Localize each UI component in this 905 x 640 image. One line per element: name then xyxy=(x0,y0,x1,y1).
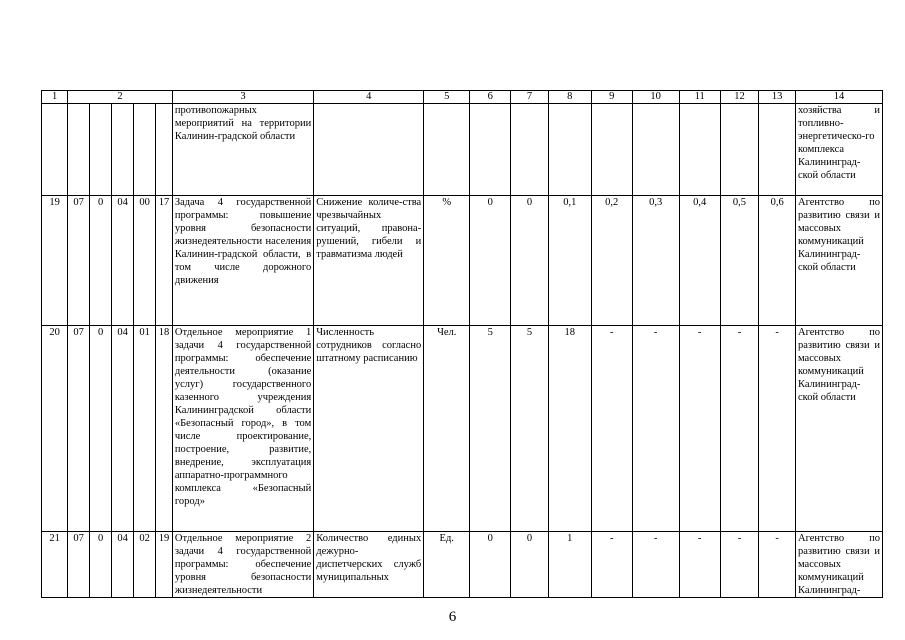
header-cell: 7 xyxy=(511,91,549,104)
code-cell xyxy=(42,104,68,196)
indicator-cell: Снижение количе-ства чрезвычайных ситуаций, правона-рушений, гибели и травматизма людей xyxy=(314,196,424,326)
value-cell xyxy=(679,104,720,196)
value-cell: - xyxy=(679,326,720,532)
data-table xyxy=(41,90,883,598)
code-cell: 04 xyxy=(112,326,134,532)
value-cell xyxy=(591,104,632,196)
value-cell: - xyxy=(679,532,720,598)
header-cell: 11 xyxy=(679,91,720,104)
header-cell: 5 xyxy=(424,91,470,104)
code-cell: 0 xyxy=(90,326,112,532)
value-cell: 0,6 xyxy=(759,196,796,326)
code-cell: 00 xyxy=(134,196,156,326)
value-cell: - xyxy=(591,532,632,598)
code-cell: 17 xyxy=(156,196,173,326)
value-cell: 0,3 xyxy=(632,196,679,326)
header-row xyxy=(42,91,883,104)
code-cell: 20 xyxy=(42,326,68,532)
code-cell xyxy=(112,104,134,196)
executor-cell: хозяйства и топливно-энергетическо-го комплекса Калининград-ской области xyxy=(795,104,882,196)
code-cell: 21 xyxy=(42,532,68,598)
header-cell: 12 xyxy=(720,91,759,104)
code-cell xyxy=(134,104,156,196)
value-cell: - xyxy=(759,326,796,532)
value-cell: - xyxy=(720,326,759,532)
indicator-cell: Численность сотрудников согласно штатному расписанию xyxy=(314,326,424,532)
activity-name-cell: Отдельное мероприятие 1 задачи 4 государственной программы: обеспечение деятельности (оказание услуг) государственного казенного учреждения Калининградской области «Безопасный город», в том числе проектирование, построение, развитие, внедрение, эксплуатация аппаратно-программного комплекса «Безопасный город» xyxy=(172,326,313,532)
header-cell: 4 xyxy=(314,91,424,104)
unit-cell: Ед. xyxy=(424,532,470,598)
value-cell: 0 xyxy=(470,532,511,598)
activity-name-cell: Отдельное мероприятие 2 задачи 4 государственной программы: обеспечение уровня безопасности жизнедеятельности xyxy=(172,532,313,598)
value-cell: 0,4 xyxy=(679,196,720,326)
value-cell: 5 xyxy=(511,326,549,532)
unit-cell: Чел. xyxy=(424,326,470,532)
unit-cell: % xyxy=(424,196,470,326)
code-cell: 04 xyxy=(112,532,134,598)
code-cell: 02 xyxy=(134,532,156,598)
code-cell: 04 xyxy=(112,196,134,326)
table-row xyxy=(42,532,883,598)
executor-cell: Агентство по развитию связи и массовых коммуникаций Калининград- xyxy=(795,532,882,598)
value-cell: 5 xyxy=(470,326,511,532)
value-cell: - xyxy=(759,532,796,598)
header-cell: 6 xyxy=(470,91,511,104)
header-cell: 3 xyxy=(172,91,313,104)
page-number: 6 xyxy=(448,609,457,625)
value-cell: 0,2 xyxy=(591,196,632,326)
table-row xyxy=(42,196,883,326)
value-cell: 0,5 xyxy=(720,196,759,326)
value-cell: 0,1 xyxy=(548,196,591,326)
code-cell: 07 xyxy=(68,532,90,598)
value-cell xyxy=(470,104,511,196)
unit-cell xyxy=(424,104,470,196)
header-cell: 14 xyxy=(795,91,882,104)
header-cell: 9 xyxy=(591,91,632,104)
code-cell xyxy=(90,104,112,196)
value-cell: 0 xyxy=(511,196,549,326)
indicator-cell: Количество единых дежурно-диспетчерских служб муниципальных xyxy=(314,532,424,598)
code-cell: 0 xyxy=(90,196,112,326)
value-cell xyxy=(759,104,796,196)
header-cell: 2 xyxy=(68,91,173,104)
value-cell: - xyxy=(720,532,759,598)
header-cell: 13 xyxy=(759,91,796,104)
header-cell: 10 xyxy=(632,91,679,104)
executor-cell: Агентство по развитию связи и массовых коммуникаций Калининград-ской области xyxy=(795,196,882,326)
table-row xyxy=(42,104,883,196)
table-row xyxy=(42,326,883,532)
code-cell: 18 xyxy=(156,326,173,532)
value-cell xyxy=(548,104,591,196)
value-cell: 1 xyxy=(548,532,591,598)
value-cell: 0 xyxy=(470,196,511,326)
code-cell: 07 xyxy=(68,196,90,326)
code-cell xyxy=(156,104,173,196)
code-cell: 19 xyxy=(156,532,173,598)
value-cell xyxy=(511,104,549,196)
executor-cell: Агентство по развитию связи и массовых коммуникаций Калининград-ской области xyxy=(795,326,882,532)
code-cell: 0 xyxy=(90,532,112,598)
value-cell: - xyxy=(632,326,679,532)
code-cell: 01 xyxy=(134,326,156,532)
header-cell: 1 xyxy=(42,91,68,104)
value-cell xyxy=(720,104,759,196)
header-cell: 8 xyxy=(548,91,591,104)
indicator-cell xyxy=(314,104,424,196)
activity-name-cell: противопожарных мероприятий на территории Калинин-градской области xyxy=(172,104,313,196)
value-cell: - xyxy=(591,326,632,532)
value-cell: 18 xyxy=(548,326,591,532)
value-cell: 0 xyxy=(511,532,549,598)
value-cell: - xyxy=(632,532,679,598)
code-cell: 07 xyxy=(68,326,90,532)
code-cell: 19 xyxy=(42,196,68,326)
code-cell xyxy=(68,104,90,196)
value-cell xyxy=(632,104,679,196)
activity-name-cell: Задача 4 государственной программы: повышение уровня безопасности жизнедеятельности населения Калинин-градской области, в том числе дорожного движения xyxy=(172,196,313,326)
